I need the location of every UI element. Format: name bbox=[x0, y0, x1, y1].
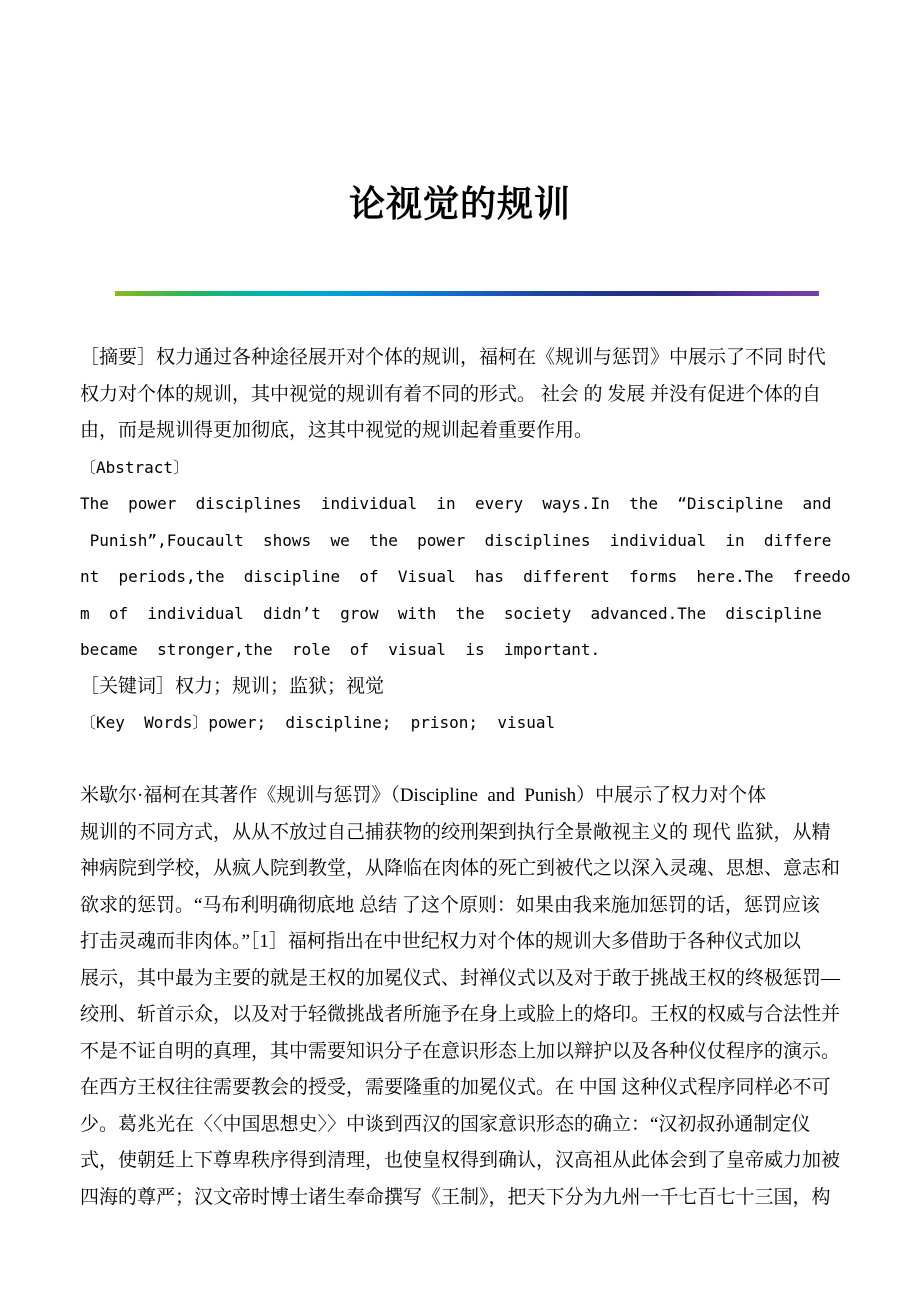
abstract-en-line: nt periods,the discipline of Visual has different forms here.The freedo bbox=[80, 567, 851, 586]
body-line: 展示，其中最为主要的就是王权的加冕仪式、封禅仪式以及对于敢于挑战王权的终极惩罚— bbox=[80, 967, 841, 989]
body-line: 少。葛兆光在〈〈中国思想史〉〉中谈到西汉的国家意识形态的确立：“汉初叔孙通制定仪 bbox=[80, 1113, 811, 1135]
document-title: 论视觉的规训 bbox=[348, 184, 571, 224]
body-line: 式，使朝廷上下尊卑秩序得到清理，也使皇权得到确认，汉高祖从此体会到了皇帝威力加被 bbox=[80, 1150, 841, 1171]
body-line: 欲求的惩罚。“马布利明确彻底地 总结 了这个原则：如果由我来施加惩罚的话，惩罚应该 bbox=[80, 894, 820, 916]
body-line: 规训的不同方式，从从不放过自己捕获物的绞刑架到执行全景敞视主义的 现代 监狱，从精 bbox=[80, 821, 831, 843]
paragraph-gap bbox=[80, 742, 855, 779]
body-line: 四海的尊严；汉文帝时博士诸生奉命撰写《王制》，把天下分为九州一千七百七十三国，构 bbox=[80, 1186, 831, 1208]
body-line: 在西方王权往往需要教会的授受，需要隆重的加冕仪式。在 中国 这种仪式程序同样必不可 bbox=[80, 1077, 831, 1098]
abstract-en-label: 〔Abstract〕 bbox=[80, 457, 190, 477]
document-content bbox=[80, 340, 855, 1216]
abstract-cn-line: 由，而是规训得更加彻底，这其中视觉的规训起着重要作用。 bbox=[80, 420, 594, 441]
abstract-en-line: The power disciplines individual in every ways.In the “Discipline and bbox=[80, 494, 832, 513]
divider-gradient-bar bbox=[115, 291, 819, 296]
body-line: 不是不证自明的真理，其中需要知识分子在意识形态上加以辩护以及各种仪仗程序的演示。 bbox=[80, 1040, 841, 1062]
body-line: 绞刑、斩首示众，以及对于轻微挑战者所施予在身上或脸上的烙印。王权的权威与合法性并 bbox=[80, 1004, 841, 1025]
body-line: 神病院到学校，从疯人院到教堂，从降临在肉体的死亡到被代之以深入灵魂、思想、意志和 bbox=[80, 858, 841, 879]
abstract-cn-line: ［摘要］权力通过各种途径展开对个体的规训，福柯在《规训与惩罚》中展示了不同 时代 bbox=[80, 347, 826, 368]
keywords-en-line: 〔Key Words〕power; discipline; prison; visual bbox=[80, 713, 556, 732]
keywords-cn-line: ［关键词］权力；规训；监狱；视觉 bbox=[80, 675, 385, 697]
abstract-en-line: Punish”,Foucault shows we the power disciplines individual in differe bbox=[80, 530, 832, 550]
body-line: 米歇尔·福柯在其著作《规训与惩罚》（Discipline and Punish）中展示了权力对个体 bbox=[80, 785, 767, 806]
abstract-cn-line: 权力对个体的规训，其中视觉的规训有着不同的形式。 社会 的 发展 并没有促进个体的自 bbox=[80, 383, 822, 405]
body-line: 打击灵魂而非肉体。”［1］福柯指出在中世纪权力对个体的规训大多借助于各种仪式加以 bbox=[80, 931, 801, 952]
abstract-en-line: m of individual didn’t grow with the society advanced.The discipline bbox=[80, 603, 822, 623]
abstract-en-line: became stronger,the role of visual is important. bbox=[80, 640, 601, 659]
